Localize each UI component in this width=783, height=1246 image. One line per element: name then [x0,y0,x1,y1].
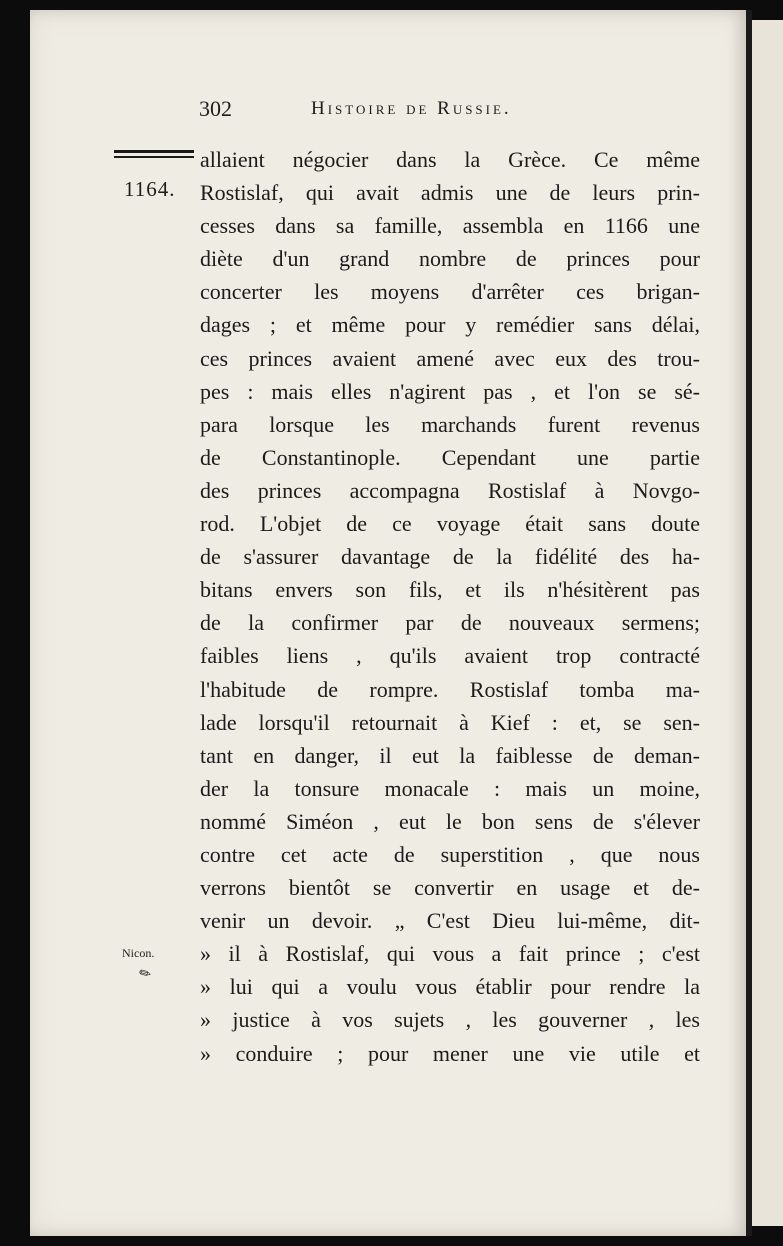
text-line: des princes accompagna Rostislaf à Novgo- [200,477,700,503]
text-line: de la confirmer par de nouveaux sermens; [200,610,700,636]
text-line: ces princes avaient amené avec eux des trou- [200,345,700,371]
text-line: » conduire ; pour mener une vie utile et [200,1040,700,1066]
text-line: der la tonsure monacale : mais un moine, [200,775,700,801]
text-line: contre cet acte de superstition , que nous [200,841,700,867]
text-line: venir un devoir. „ C'est Dieu lui-même, dit- [200,908,700,934]
body-text [200,143,700,1070]
text-line: » justice à vos sujets , les gouverner , les [200,1007,700,1033]
text-line: concerter les moyens d'arrêter ces brigan- [200,279,700,305]
text-line: allaient négocier dans la Grèce. Ce même [200,147,700,172]
text-line: l'habitude de rompre. Rostislaf tomba ma- [200,676,700,702]
text-line: nommé Siméon , eut le bon sens de s'élever [200,808,700,834]
text-line: dages ; et même pour y remédier sans délai, [200,312,700,338]
text-line: pes : mais elles n'agirent pas , et l'on se sé- [200,378,700,404]
text-line: rod. L'objet de ce voyage était sans doute [200,511,700,537]
text-line: » il à Rostislaf, qui vous a fait prince ; c'est [200,941,700,967]
text-line: bitans envers son fils, et ils n'hésitèrent pas [200,577,700,603]
text-line: Rostislaf, qui avait admis une de leurs prin- [200,180,700,206]
page-number: 302 [199,96,232,121]
margin-year-note: 1164. [124,177,176,201]
facing-page-edge [752,20,783,1226]
text-line: diète d'un grand nombre de princes pour [200,246,700,272]
text-line: para lorsque les marchands furent revenus [200,411,700,437]
text-line: tant en danger, il eut la faiblesse de deman- [200,742,700,768]
margin-source-note: Nicon. [122,946,155,960]
text-line: faibles liens , qu'ils avaient trop contracté [200,643,700,669]
text-line: cesses dans sa famille, assembla en 1166 une [200,213,700,239]
text-line: verrons bientôt se convertir en usage et de- [200,875,700,901]
text-line: de Constantinople. Cependant une partie [200,444,700,470]
running-title: Histoire de Russie. [311,98,512,119]
marginal-rule [114,150,194,153]
text-line: de s'assurer davantage de la fidélité des ha- [200,544,700,570]
marginal-rule-secondary [114,156,194,158]
ink-mark-icon: ✎ [137,965,155,984]
text-line: » lui qui a voulu vous établir pour rendre la [200,974,700,1000]
page-header [199,96,699,130]
text-line: lade lorsqu'il retournait à Kief : et, se sen- [200,709,700,735]
